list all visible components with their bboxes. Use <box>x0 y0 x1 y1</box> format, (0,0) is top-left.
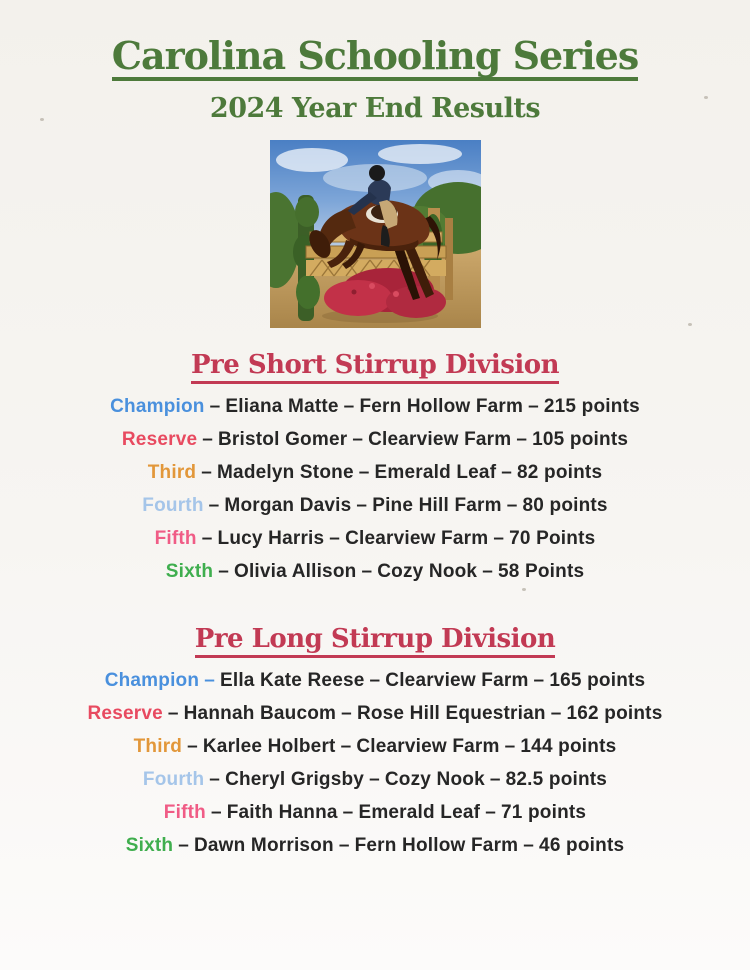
points-value: 46 points <box>539 834 625 856</box>
page-subtitle: 2024 Year End Results <box>209 92 541 124</box>
placement-label: Sixth <box>165 560 214 582</box>
rider-name: Karlee Holbert <box>202 735 336 757</box>
barn-name: Clearview Farm <box>345 527 489 549</box>
dash-separator: – <box>178 834 189 856</box>
results-list <box>0 671 750 856</box>
points-value: 162 points <box>566 702 663 724</box>
dash-separator: – <box>201 527 213 549</box>
dash-separator: – <box>209 768 221 790</box>
dash-separator: – <box>356 494 368 516</box>
result-row <box>0 463 750 483</box>
points-value: 165 points <box>549 669 646 691</box>
placement-label: Fifth <box>163 801 206 823</box>
rider-name: Olivia Allison <box>233 560 357 582</box>
result-row <box>0 770 750 790</box>
result-row <box>0 671 750 691</box>
barn-name: Emerald Leaf <box>374 461 497 483</box>
rider-name: Hannah Baucom <box>183 702 337 724</box>
rider-name: Faith Hanna <box>226 801 338 823</box>
dash-separator: – <box>201 461 213 483</box>
barn-name: Cozy Nook <box>377 560 478 582</box>
placement-label: Fourth <box>142 768 205 790</box>
dash-separator: – <box>369 768 380 790</box>
result-row <box>0 430 750 450</box>
division-pre-long-stirrup <box>0 624 750 856</box>
dash-separator: – <box>204 669 215 691</box>
rider-name: Lucy Harris <box>217 527 325 549</box>
dash-separator: – <box>528 395 539 417</box>
barn-name: Cozy Nook <box>384 768 485 790</box>
division-pre-short-stirrup <box>0 350 750 582</box>
dash-separator: – <box>342 801 354 823</box>
dash-separator: – <box>482 560 493 582</box>
event-photo <box>0 140 750 328</box>
placement-label: Third <box>133 735 183 757</box>
placement-label: Sixth <box>125 834 174 856</box>
dash-separator: – <box>329 527 341 549</box>
dash-separator: – <box>338 834 350 856</box>
scan-speck <box>40 118 44 121</box>
rider-name: Ella Kate Reese <box>219 669 365 691</box>
scan-speck <box>688 323 692 326</box>
barn-name: Rose Hill Equestrian <box>356 702 546 724</box>
barn-name: Fern Hollow Farm <box>354 834 519 856</box>
result-row <box>0 737 750 757</box>
placement-label: Fifth <box>154 527 197 549</box>
points-value: 105 points <box>532 428 629 450</box>
dash-separator: – <box>202 428 214 450</box>
division-title: Pre Short Stirrup Division <box>191 350 559 384</box>
dash-separator: – <box>341 702 352 724</box>
dash-separator: – <box>550 702 562 724</box>
rider-name: Madelyn Stone <box>217 461 354 483</box>
dash-separator: – <box>358 461 370 483</box>
dash-separator: – <box>533 669 545 691</box>
dash-separator: – <box>369 669 381 691</box>
results-list <box>0 397 750 582</box>
placement-label: Fourth <box>142 494 204 516</box>
rider-name: Eliana Matte <box>225 395 339 417</box>
barn-name: Clearview Farm <box>368 428 512 450</box>
rider-name: Cheryl Grigsby <box>225 768 365 790</box>
result-row <box>0 704 750 724</box>
points-value: 80 points <box>522 494 608 516</box>
points-value: 144 points <box>520 735 617 757</box>
scan-speck <box>522 588 526 591</box>
page-title: Carolina Schooling Series <box>112 36 638 81</box>
dash-separator: – <box>208 494 220 516</box>
scan-speck <box>704 96 708 99</box>
dash-separator: – <box>361 560 373 582</box>
result-row <box>0 836 750 856</box>
header <box>0 33 750 124</box>
placement-label: Reserve <box>121 428 198 450</box>
result-row <box>0 803 750 823</box>
dash-separator: – <box>504 735 516 757</box>
points-value: 82 points <box>517 461 603 483</box>
dash-separator: – <box>489 768 501 790</box>
barn-name: Pine Hill Farm <box>372 494 502 516</box>
dash-separator: – <box>209 395 221 417</box>
barn-name: Clearview Farm <box>385 669 529 691</box>
dash-separator: – <box>210 801 222 823</box>
dash-separator: – <box>516 428 528 450</box>
dash-separator: – <box>218 560 229 582</box>
placement-label: Champion <box>110 395 205 417</box>
rider-name: Morgan Davis <box>224 494 352 516</box>
points-value: 58 Points <box>497 560 585 582</box>
points-value: 215 points <box>543 395 640 417</box>
result-row <box>0 529 750 549</box>
dash-separator: – <box>167 702 179 724</box>
dash-separator: – <box>340 735 352 757</box>
result-row <box>0 496 750 516</box>
dash-separator: – <box>485 801 496 823</box>
division-title: Pre Long Stirrup Division <box>195 624 555 658</box>
result-row <box>0 562 750 582</box>
points-value: 71 points <box>500 801 587 823</box>
dash-separator: – <box>506 494 518 516</box>
barn-name: Fern Hollow Farm <box>359 395 524 417</box>
points-value: 70 Points <box>509 527 596 549</box>
horse-jump-illustration <box>270 140 481 328</box>
dash-separator: – <box>493 527 505 549</box>
barn-name: Clearview Farm <box>356 735 500 757</box>
rider-name: Bristol Gomer <box>218 428 348 450</box>
placement-label: Reserve <box>87 702 163 724</box>
rider-name: Dawn Morrison <box>193 834 334 856</box>
placement-label: Third <box>147 461 197 483</box>
dash-separator: – <box>523 834 535 856</box>
result-row <box>0 397 750 417</box>
barn-name: Emerald Leaf <box>358 801 481 823</box>
dash-separator: – <box>501 461 513 483</box>
points-value: 82.5 points <box>505 768 608 790</box>
dash-separator: – <box>187 735 198 757</box>
dash-separator: – <box>352 428 364 450</box>
placement-label: Champion <box>104 669 200 691</box>
dash-separator: – <box>343 395 355 417</box>
